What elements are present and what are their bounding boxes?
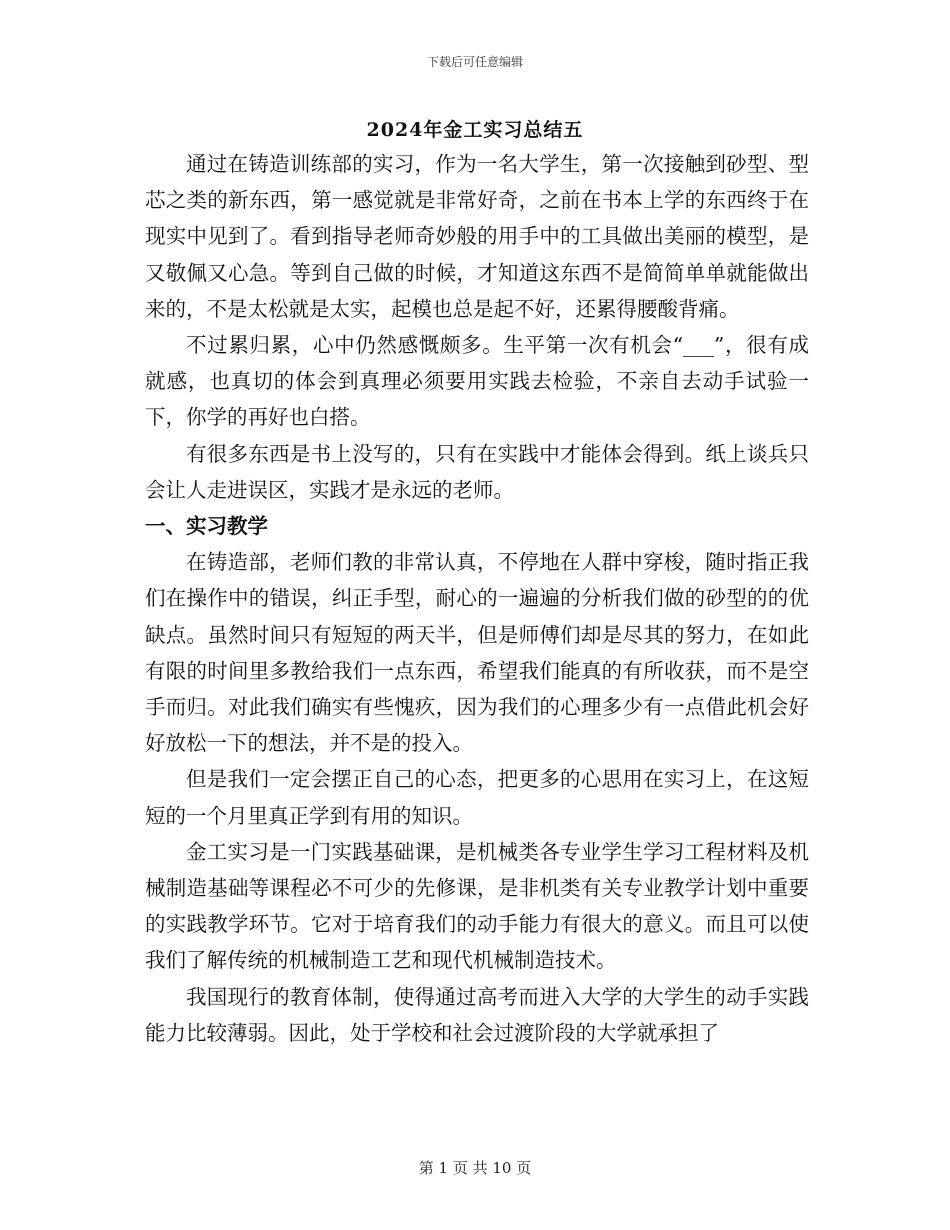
page-footer: 第 1 页 共 10 页 [418, 1159, 532, 1177]
paragraph: 在铸造部，老师们教的非常认真，不停地在人群中穿梭，随时指正我们在操作中的错误，纠正手型，耐心的一遍遍的分析我们做的砂型的的优缺点。虽然时间只有短短的两天半，但是师傅们却是尽其的努力，在如此有限的时间里多教给我们一点东西，希望我们能真的有所收获，而不是空手而归。对此我们确实有些愧疚，因为我们的心理多少有一点借此机会好好放松一下的想法，并不是的投入。 [145, 550, 809, 756]
paragraph: 有很多东西是书上没写的，只有在实践中才能体会得到。纸上谈兵只会让人走进误区，实践才是永远的老师。 [145, 441, 809, 502]
paragraph: 通过在铸造训练部的实习，作为一名大学生，第一次接触到砂型、型芯之类的新东西，第一感觉就是非常好奇，之前在书本上学的东西终于在现实中见到了。看到指导老师奇妙般的用手中的工具做出美丽的模型，是又敬佩又心急。等到自己做的时候，才知道这东西不是简简单单就能做出来的，不是太松就是太实，起模也总是起不好，还累得腰酸背痛。 [145, 152, 809, 321]
section-heading: 一、实习教学 [145, 514, 268, 539]
paragraph: 但是我们一定会摆正自己的心态，把更多的心思用在实习上，在这短短的一个月里真正学到有用的知识。 [145, 767, 809, 828]
paragraph: 金工实习是一门实践基础课，是机械类各专业学生学习工程材料及机械制造基础等课程必不可少的先修课，是非机类有关专业教学计划中重要的实践教学环节。它对于培育我们的动手能力有很大的意义。而且可以使我们了解传统的机械制造工艺和现代机械制造技术。 [145, 839, 809, 973]
paragraph: 我国现行的教育体制，使得通过高考而进入大学的大学生的动手实践能力比较薄弱。因此，处于学校和社会过渡阶段的大学就承担了 [145, 984, 809, 1045]
page-header: 下载后可任意编辑 [426, 55, 523, 69]
paragraph: 不过累归累，心中仍然感慨颇多。生平第一次有机会“___”，很有成就感，也真切的体会到真理必须要用实践去检验，不亲自去动手试验一下，你学的再好也白搭。 [145, 333, 809, 430]
document-title: 2024年金工实习总结五 [366, 119, 584, 141]
document-body [145, 146, 809, 1051]
